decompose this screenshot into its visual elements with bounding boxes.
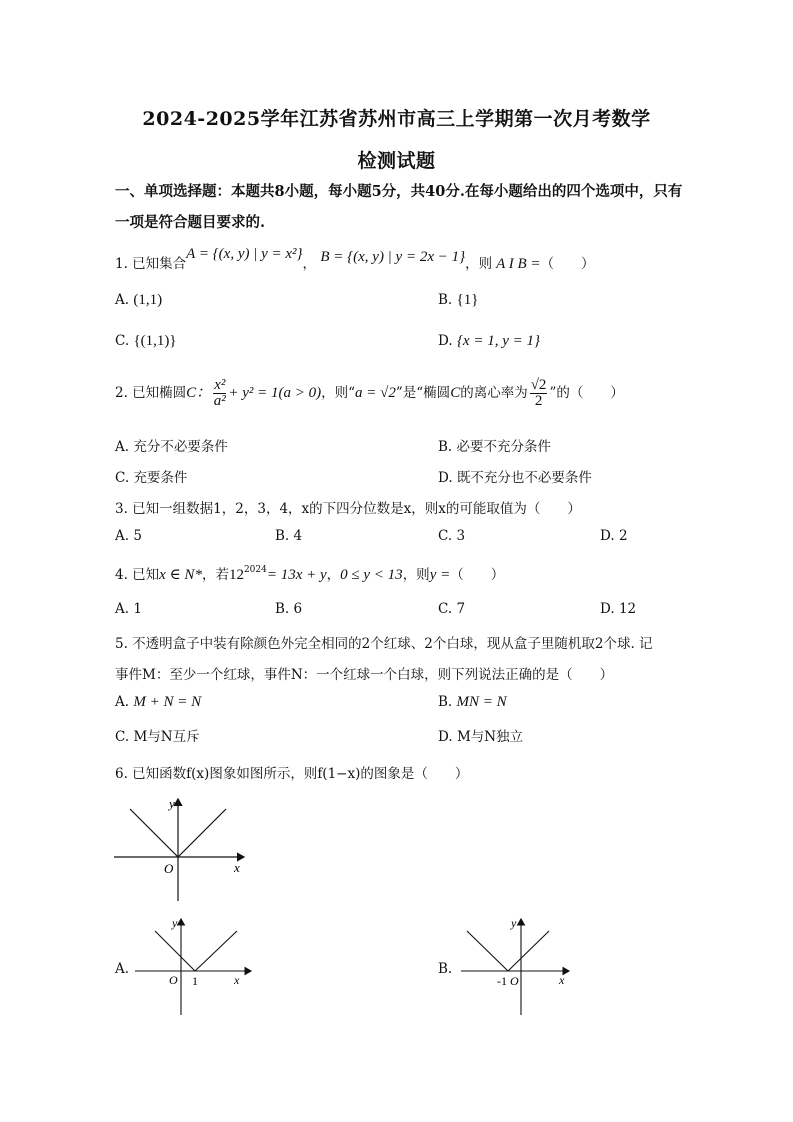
option-label: C. <box>438 601 453 617</box>
q4-option-b[interactable] <box>275 601 302 617</box>
option-text: M与N独立 <box>456 729 524 745</box>
option-text: {x = 1, y = 1} <box>456 333 540 349</box>
set-b: B = {(x, y) | y = 2x − 1} <box>320 249 466 265</box>
option-label: B. <box>438 292 453 308</box>
option-text: 4 <box>293 528 303 544</box>
curve-c: C <box>450 385 461 401</box>
option-label: C. <box>115 333 130 349</box>
question-4-stem <box>115 563 504 584</box>
q3-option-b[interactable] <box>275 528 302 544</box>
option-text: 充分不必要条件 <box>133 439 228 455</box>
option-text: 1 <box>133 601 142 617</box>
q5-option-c[interactable] <box>115 725 200 745</box>
option-text: 7 <box>456 601 466 617</box>
numerator: x² <box>214 377 226 393</box>
q3-option-c[interactable] <box>438 528 465 544</box>
y-axis-label: y <box>172 916 178 930</box>
function-graph <box>112 793 252 903</box>
q4-text-c: ， <box>326 567 341 583</box>
option-text: 必要不充分条件 <box>456 439 552 455</box>
q2-option-c[interactable] <box>115 466 187 486</box>
option-text: {(1,1)} <box>133 333 177 349</box>
q6-option-a-graph[interactable] <box>133 913 258 1018</box>
q4-equation: = 13x + y <box>266 567 327 583</box>
answer-paren: （ ） <box>540 256 595 272</box>
q2-text-e: ”的（ ） <box>549 385 624 401</box>
question-5-line1: 5. 不透明盒子中装有除颜色外完全相同的2个红球、2个白球，现从盒子里随机取2个球. 记 <box>115 636 653 652</box>
option-label: C. <box>115 470 130 486</box>
condition: a = √2 <box>355 385 396 401</box>
option-text: MN = N <box>456 694 507 710</box>
q6-option-b-label[interactable]: B. <box>438 961 453 977</box>
option-label: D. <box>600 528 615 544</box>
q6-option-a-label[interactable]: A. <box>115 961 130 977</box>
power-exponent: 2024 <box>243 565 267 575</box>
q2-text-d: 的离心率为 <box>460 385 528 401</box>
q2-option-a[interactable] <box>115 435 228 455</box>
option-label: D. <box>438 333 453 349</box>
option-label: A. <box>115 601 130 617</box>
q1-option-c[interactable] <box>115 333 177 350</box>
y-axis-label: y <box>511 916 517 930</box>
graph-left-branch <box>130 809 178 857</box>
option-label: A. <box>115 694 130 710</box>
q1-text: 1. 已知集合 <box>115 256 187 272</box>
graph-right-branch <box>508 931 549 971</box>
set-a: A = {(x, y) | y = x²} <box>186 246 303 262</box>
denominator: 2 <box>534 393 543 409</box>
q4-option-a[interactable] <box>115 601 142 617</box>
q1-expr: A I B = <box>496 256 541 272</box>
graph-left-branch <box>155 931 195 971</box>
q4-condition: x ∈ N* <box>159 567 202 583</box>
option-text: 充要条件 <box>133 470 188 486</box>
option-label: D. <box>438 729 453 745</box>
q1-option-b[interactable] <box>438 292 478 309</box>
origin-label: O <box>169 973 178 987</box>
question-3-stem: 3. 已知一组数据1，2，3，4，x的下四分位数是x，则x的可能取值为（ ） <box>115 501 581 517</box>
x-axis-label: x <box>234 973 240 987</box>
q2-option-d[interactable] <box>438 466 592 486</box>
q1-option-d[interactable] <box>438 333 540 350</box>
q6-option-b-graph[interactable] <box>459 913 584 1018</box>
q4-text: 4. 已知 <box>115 567 160 583</box>
q2-text: 2. 已知椭圆 <box>115 385 187 401</box>
option-text: 2 <box>618 528 628 544</box>
graph-right-branch <box>178 809 226 857</box>
option-label: D. <box>600 601 615 617</box>
power-base: 12 <box>228 567 244 583</box>
q4-option-c[interactable] <box>438 601 465 617</box>
option-text: (1,1) <box>133 292 163 308</box>
section-heading: 一、单项选择题：本题共8小题，每小题5分，共40分.在每小题给出的四个选项中，只有一项是符合题目要求的. <box>115 183 683 231</box>
q2-text-b: ，则“ <box>321 385 356 401</box>
q5-option-a[interactable] <box>115 694 201 711</box>
option-label: A. <box>115 439 130 455</box>
option-text: M + N = N <box>133 694 202 710</box>
option-text: 3 <box>456 528 466 544</box>
option-label: B. <box>438 439 453 455</box>
option-text: 既不充分也不必要条件 <box>456 470 592 486</box>
option-text: 12 <box>618 601 637 617</box>
q4-text-b: ，若 <box>201 567 229 583</box>
curve-label: C： <box>186 385 212 401</box>
x-axis-label: x <box>234 860 240 875</box>
option-label: C. <box>115 729 130 745</box>
y-axis-label: y <box>169 796 175 811</box>
tick-label: 1 <box>192 974 198 988</box>
ellipse-fraction <box>213 378 226 409</box>
q4-option-d[interactable] <box>600 601 636 617</box>
q4-ask: y = <box>429 567 451 583</box>
origin-label: O <box>164 861 174 876</box>
option-label: B. <box>438 694 453 710</box>
q1-text-b: ，则 <box>465 256 493 272</box>
page-title: 2024-2025学年江苏省苏州市高三上学期第一次月考数学 <box>142 108 651 130</box>
graph-right-branch <box>195 931 237 971</box>
q1-option-a[interactable] <box>115 292 162 309</box>
question-1-stem <box>115 246 595 273</box>
q5-option-b[interactable] <box>438 694 507 711</box>
origin-label: O <box>510 974 519 988</box>
numerator: √2 <box>530 377 547 393</box>
option-text: 6 <box>293 601 303 617</box>
q3-option-d[interactable] <box>600 528 628 544</box>
q5-option-d[interactable] <box>438 725 523 745</box>
option-label: B. <box>275 528 290 544</box>
option-label: A. <box>115 292 130 308</box>
q2-text-c: ”是“椭圆 <box>395 385 451 401</box>
q3-option-a[interactable] <box>115 528 142 544</box>
option-label: A. <box>115 528 130 544</box>
option-label: C. <box>438 528 453 544</box>
option-text: {1} <box>456 292 479 308</box>
graph-left-branch <box>467 931 508 971</box>
option-label: D. <box>438 470 453 486</box>
question-5-line2: 事件M：至少一个红球，事件N：一个红球一个白球，则下列说法正确的是（ ） <box>115 667 614 683</box>
q4-text-d: ，则 <box>402 567 430 583</box>
question-2-stem <box>115 378 624 409</box>
x-axis-label: x <box>559 973 565 987</box>
page-subtitle: 检测试题 <box>357 150 436 172</box>
option-text: M与N互斥 <box>133 729 200 745</box>
denominator: a² <box>213 393 226 409</box>
question-6-stem: 6. 已知函数f(x)图象如图所示，则f(1−x)的图象是（ ） <box>115 766 469 782</box>
eccentricity-fraction <box>530 378 548 409</box>
option-text: 5 <box>133 528 142 544</box>
separator: ， <box>302 256 317 272</box>
q4-range: 0 ≤ y < 13 <box>340 567 403 583</box>
answer-paren: （ ） <box>450 567 505 583</box>
ellipse-equation: + y² = 1(a > 0) <box>228 385 322 401</box>
q2-option-b[interactable] <box>438 435 551 455</box>
tick-label: -1 <box>497 974 507 988</box>
option-label: B. <box>275 601 290 617</box>
